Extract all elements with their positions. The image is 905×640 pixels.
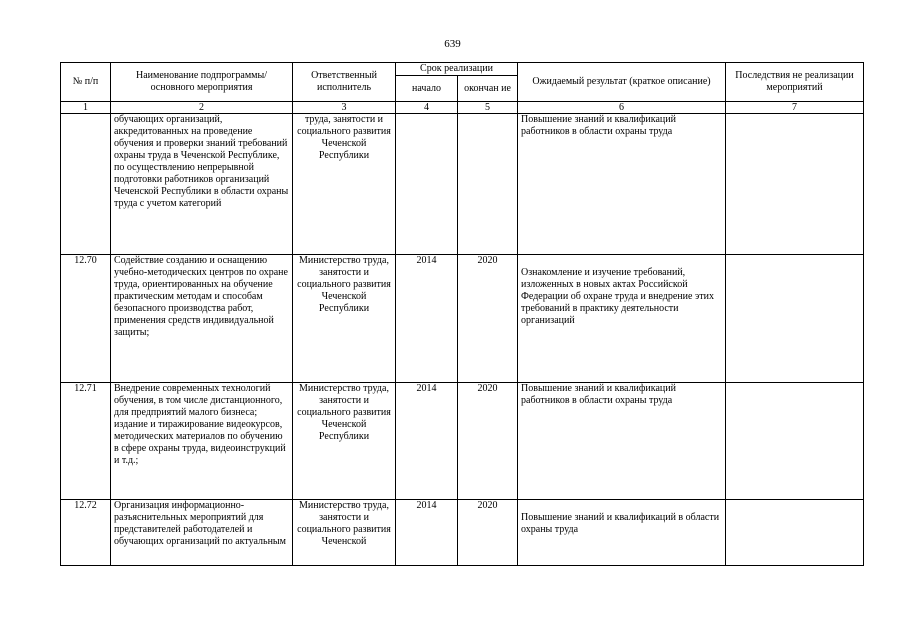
- table-row: [61, 255, 864, 383]
- row-result: Повышение знаний и квалификаций работников в области охраны труда: [518, 383, 726, 500]
- row-end: 2020: [458, 255, 518, 383]
- header-end: окончан ие: [458, 76, 518, 102]
- row-result: Повышение знаний и квалификаций работников в области охраны труда: [518, 114, 726, 255]
- row-consequences: [726, 114, 864, 255]
- row-num: [61, 114, 111, 255]
- row-end: [458, 114, 518, 255]
- page-number: 639: [444, 38, 461, 50]
- column-index: 2: [111, 102, 293, 114]
- column-index: 3: [293, 102, 396, 114]
- column-index: 5: [458, 102, 518, 114]
- row-end: 2020: [458, 500, 518, 566]
- header-period: Срок реализации: [396, 63, 518, 76]
- row-consequences: [726, 255, 864, 383]
- row-consequences: [726, 383, 864, 500]
- row-executor: труда, занятости и социального развития Чеченской Республики: [293, 114, 396, 255]
- row-end: 2020: [458, 383, 518, 500]
- row-name: обучающих организаций, аккредитованных на проведение обучения и проверки знаний требований охраны труда в Чеченской Республике, по осуществлению непрерывной подготовки работников организаций Чеченской Республики в области охраны труда с учетом категорий: [111, 114, 293, 255]
- table-row: [61, 500, 864, 566]
- program-table: [60, 62, 864, 566]
- row-num: 12.72: [61, 500, 111, 566]
- table-row: [61, 383, 864, 500]
- row-result: Ознакомление и изучение требований, изложенных в новых актах Российской Федерации об охране труда и внедрение этих требований в практику деятельности организаций: [518, 255, 726, 383]
- header-start: начало: [396, 76, 458, 102]
- row-executor: Министерство труда, занятости и социального развития Чеченской: [293, 500, 396, 566]
- header-name: Наименование подпрограммы/ основного мероприятия: [111, 63, 293, 102]
- row-name: Организация информационно-разъяснительных мероприятий для представителей работодателей и обучающих организаций по актуальным: [111, 500, 293, 566]
- row-name: Содействие созданию и оснащению учебно-методических центров по охране труда, ориентированных на обучение практическим методам и способам безопасного производства работ, применения средств индивидуальной защиты;: [111, 255, 293, 383]
- row-name: Внедрение современных технологий обучения, в том числе дистанционного, для предприятий малого бизнеса; издание и тиражирование видеокурсов, методических материалов по обучению в сфере охраны труда, видеоинструкций и т.д.;: [111, 383, 293, 500]
- row-result: Повышение знаний и квалификаций в области охраны труда: [518, 500, 726, 566]
- header-consequences: Последствия не реализации мероприятий: [726, 63, 864, 102]
- column-index: 4: [396, 102, 458, 114]
- row-start: 2014: [396, 500, 458, 566]
- row-num: 12.70: [61, 255, 111, 383]
- column-index-row: [61, 102, 864, 114]
- column-index: 6: [518, 102, 726, 114]
- row-executor: Министерство труда, занятости и социального развития Чеченской Республики: [293, 255, 396, 383]
- column-index: 7: [726, 102, 864, 114]
- header-result: Ожидаемый результат (краткое описание): [518, 63, 726, 102]
- header-num: № п/п: [61, 63, 111, 102]
- row-start: 2014: [396, 383, 458, 500]
- row-start: [396, 114, 458, 255]
- row-executor: Министерство труда, занятости и социального развития Чеченской Республики: [293, 383, 396, 500]
- header-executor: Ответственный исполнитель: [293, 63, 396, 102]
- row-start: 2014: [396, 255, 458, 383]
- header-row-1: [61, 63, 864, 76]
- table-row: [61, 114, 864, 255]
- column-index: 1: [61, 102, 111, 114]
- row-consequences: [726, 500, 864, 566]
- row-num: 12.71: [61, 383, 111, 500]
